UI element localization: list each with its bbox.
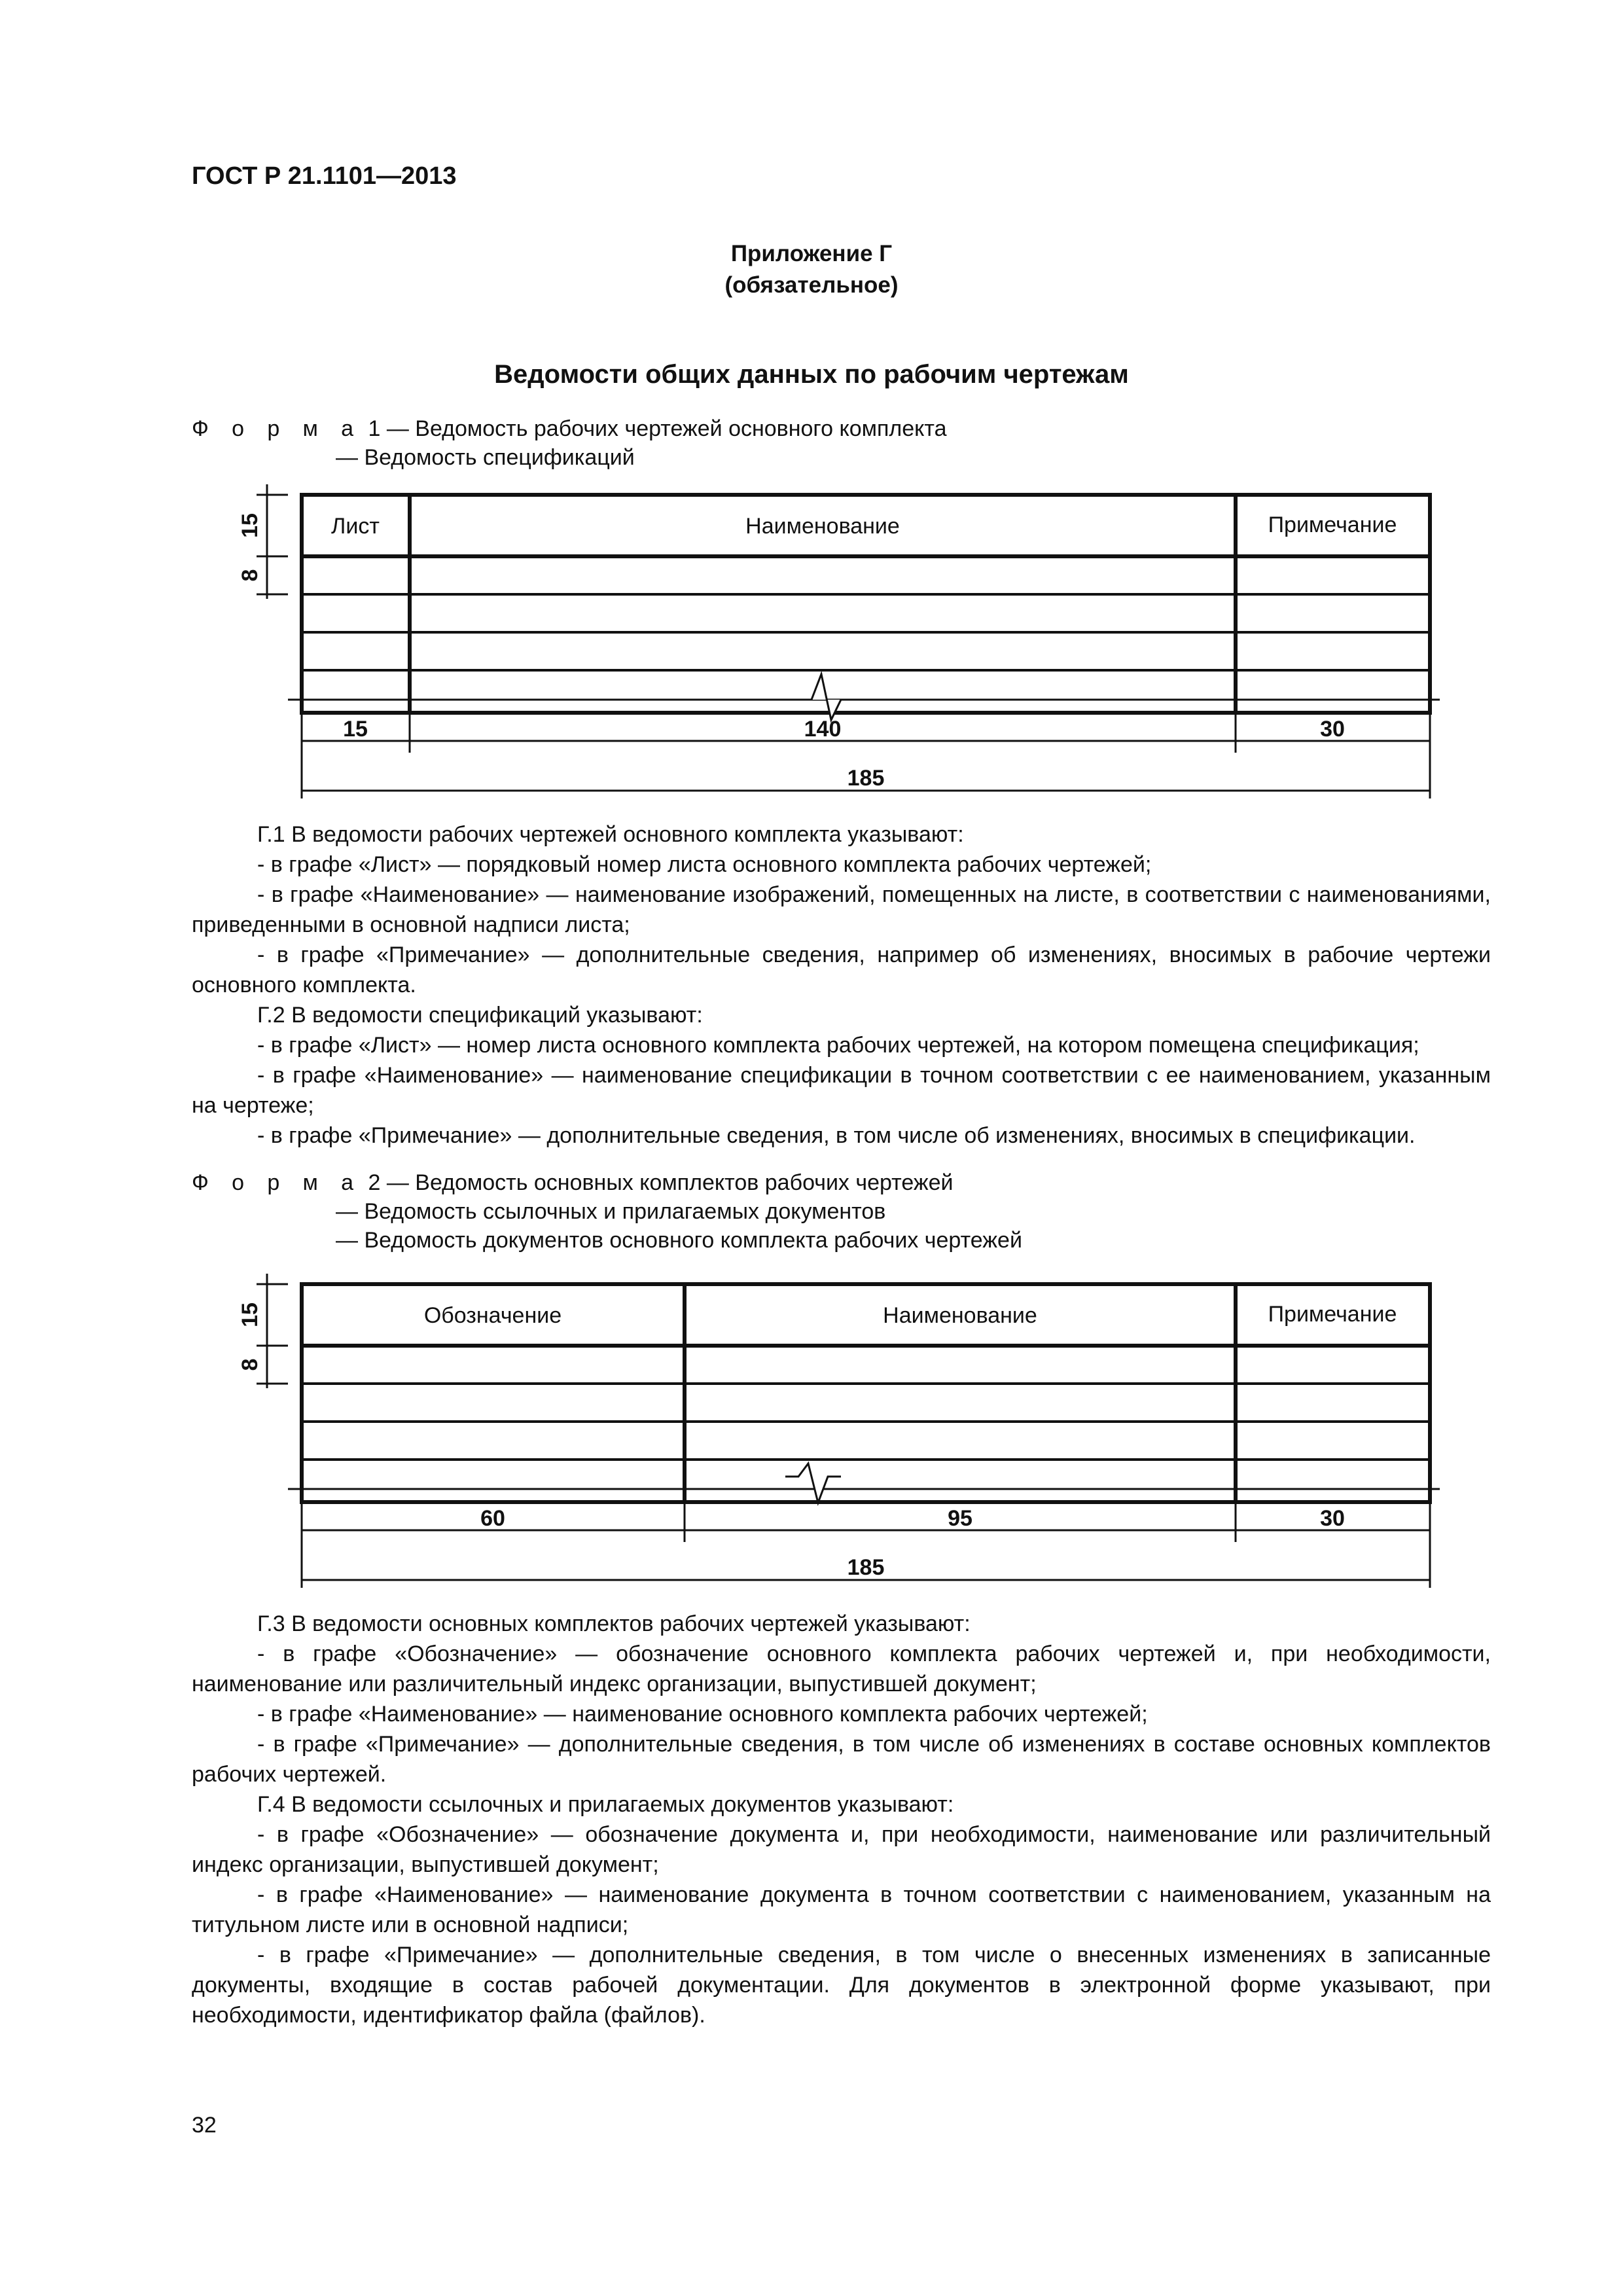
appendix-title: Приложение Г bbox=[730, 241, 893, 266]
section-title: Ведомости общих данных по рабочим чертежам bbox=[494, 360, 1129, 389]
form1-col-name: Наименование bbox=[745, 514, 900, 539]
form2-dim-name: 95 bbox=[948, 1506, 972, 1531]
form1-line2: — Ведомость спецификаций bbox=[336, 445, 635, 470]
form2-line1: 2 — Ведомость основных комплектов рабочих чертежей bbox=[368, 1170, 954, 1195]
paragraph-g4-name: - в графе «Наименование» — наименование документа в точном соответствии с наименованием, указанным на титульном листе или в основной надписи; bbox=[192, 1882, 1491, 1937]
page-number: 32 bbox=[192, 2113, 217, 2138]
form1-line1: 1 — Ведомость рабочих чертежей основного комплекта bbox=[368, 416, 947, 441]
form2-dim-row-header: 15 bbox=[238, 1302, 262, 1327]
form1-description bbox=[192, 819, 1491, 1151]
form2-col-designation: Обозначение bbox=[423, 1303, 562, 1328]
form1-col-note: Примечание bbox=[1268, 512, 1397, 537]
form2-dim-row: 8 bbox=[238, 1358, 262, 1371]
form2-caption bbox=[192, 1170, 954, 1196]
paragraph-g4-note: - в графе «Примечание» — дополнительные сведения, в том числе о внесенных изменениях в записанные документы, входящие в состав рабочей документации. Для документов в электронной форме указывают, при необходимости, идентификатор файла (файлов). bbox=[192, 1943, 1491, 2028]
form2-line2: — Ведомость ссылочных и прилагаемых документов bbox=[336, 1199, 886, 1224]
form2-table-drawing bbox=[0, 1274, 1623, 1601]
paragraph-g4-designation: - в графе «Обозначение» — обозначение документа и, при необходимости, наименование или различительный индекс организации, выпустившей документ; bbox=[192, 1822, 1491, 1877]
paragraph-g1-name: - в графе «Наименование» — наименование изображений, помещенных на листе, в соответствии с наименованиями, приведенными в основной надписи листа; bbox=[192, 882, 1491, 937]
form1-dim-name: 140 bbox=[804, 717, 842, 742]
paragraph-g3-name: - в графе «Наименование» — наименование основного комплекта рабочих чертежей; bbox=[257, 1702, 1148, 1727]
form2-dim-total: 185 bbox=[847, 1555, 885, 1580]
form1-caption bbox=[192, 416, 947, 442]
paragraph-g2-note: - в графе «Примечание» — дополнительные сведения, в том числе об изменениях, вносимых в спецификации. bbox=[257, 1123, 1416, 1148]
form1-col-sheet: Лист bbox=[331, 514, 380, 539]
form2-col-note: Примечание bbox=[1268, 1302, 1397, 1327]
form2-label: Ф о р м а bbox=[192, 1170, 363, 1195]
form1-dim-row: 8 bbox=[238, 569, 262, 582]
document-header: ГОСТ Р 21.1101—2013 bbox=[192, 162, 457, 190]
paragraph-g3-designation: - в графе «Обозначение» — обозначение основного комплекта рабочих чертежей и, при необходимости, наименование или различительный индекс организации, выпустившей документ; bbox=[192, 1641, 1491, 1696]
form2-col-name: Наименование bbox=[883, 1303, 1037, 1328]
paragraph-g3-note: - в графе «Примечание» — дополнительные сведения, в том числе об изменениях в составе основных комплектов рабочих чертежей. bbox=[192, 1732, 1491, 1787]
form2-description bbox=[192, 1609, 1491, 2030]
form2-dim-note: 30 bbox=[1320, 1506, 1345, 1531]
paragraph-g1-note: - в графе «Примечание» — дополнительные сведения, например об изменениях, вносимых в рабочие чертежи основного комплекта. bbox=[192, 942, 1491, 997]
paragraph-g2-sheet: - в графе «Лист» — номер листа основного комплекта рабочих чертежей, на котором помещена спецификация; bbox=[257, 1033, 1419, 1058]
appendix-status: (обязательное) bbox=[724, 272, 899, 298]
paragraph-g4: Г.4 В ведомости ссылочных и прилагаемых документов указывают: bbox=[257, 1792, 954, 1817]
paragraph-g1: Г.1 В ведомости рабочих чертежей основного комплекта указывают: bbox=[257, 822, 964, 847]
form1-dim-row-header: 15 bbox=[238, 513, 262, 538]
form1-dim-total: 185 bbox=[847, 766, 885, 791]
form2-dim-designation: 60 bbox=[480, 1506, 505, 1531]
form2-line3: — Ведомость документов основного комплекта рабочих чертежей bbox=[336, 1228, 1022, 1253]
paragraph-g2-name: - в графе «Наименование» — наименование спецификации в точном соответствии с ее наименованием, указанным на чертеже; bbox=[192, 1063, 1491, 1118]
form1-table-drawing bbox=[0, 484, 1623, 812]
paragraph-g1-sheet: - в графе «Лист» — порядковый номер листа основного комплекта рабочих чертежей; bbox=[257, 852, 1152, 877]
paragraph-g3: Г.3 В ведомости основных комплектов рабочих чертежей указывают: bbox=[257, 1611, 971, 1636]
paragraph-g2: Г.2 В ведомости спецификаций указывают: bbox=[257, 1003, 703, 1028]
form1-dim-sheet: 15 bbox=[343, 717, 368, 742]
form1-label: Ф о р м а bbox=[192, 416, 363, 441]
form1-dim-note: 30 bbox=[1320, 717, 1345, 742]
